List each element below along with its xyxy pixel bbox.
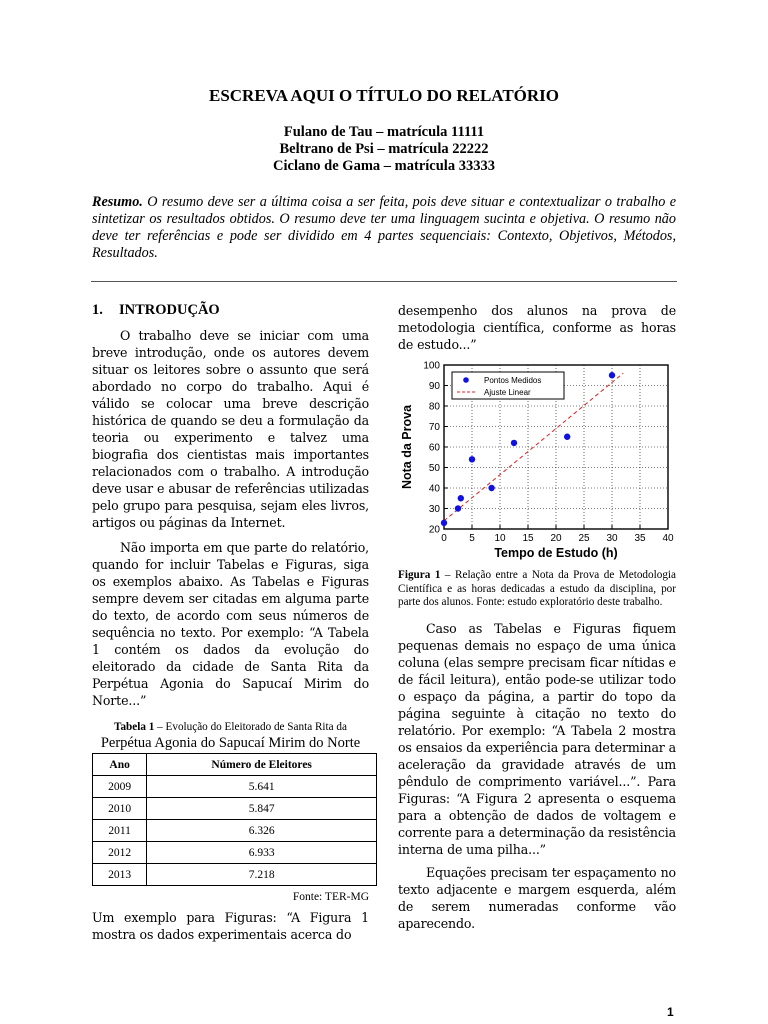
intro-paragraph-1: O trabalho deve se iniciar com uma breve introdução, onde os autores devem situar os leitores sobre o assunto que será abordado no corpo do trabalho. Aqui é válido se colocar uma breve descrição histórica de quando se deu a formulação da teoria ou experimento e talvez uma biografia dos cientistas mais importantes relacionados com o trabalho. A introdução deve usar e abusar de referências utilizadas pelo grupo para pesquisa, sejam eles livros, artigos ou páginas da Internet. [92,328,369,530]
table-source: Fonte: TER-MG [292,891,369,903]
data-point [488,485,494,491]
table-cell-voters: 6.933 [147,842,377,864]
table-row [93,864,377,886]
table-cell-voters: 6.326 [147,820,377,842]
figure-caption-text: – Relação entre a Nota da Prova de Metodologia Científica e as horas dedicadas a estudo da disciplina, por parte dos alunos. Fonte: estudo exploratório deste trabalho. [398,569,676,608]
table-caption-text: – Evolução do Eleitorado de Santa Rita da [154,721,347,733]
data-point [564,434,570,440]
table-header-year: Ano [93,754,147,776]
table-cell-voters: 7.218 [147,864,377,886]
report-title: ESCREVA AQUI O TÍTULO DO RELATÓRIO [208,86,559,105]
x-tick-label: 25 [578,533,590,544]
table-cell-voters: 5.847 [147,798,377,820]
scatter-chart [398,359,676,567]
electorate-table [92,753,377,886]
x-tick-label: 15 [522,533,534,544]
table-row [93,776,377,798]
y-tick-label: 60 [428,442,440,454]
x-tick-label: 5 [469,533,475,544]
data-point [458,495,464,501]
table-cell-voters: 5.641 [147,776,377,798]
x-tick-label: 20 [550,533,562,544]
section-number: 1. [92,302,103,318]
table-cell-year: 2010 [93,798,147,820]
y-tick-label: 40 [428,483,440,495]
table-row [93,798,377,820]
y-axis-title: Nota da Prova [400,404,414,490]
intro-paragraph-2: Não importa em que parte do relatório, quando for incluir Tabelas e Figuras, siga os exemplos abaixo. As Tabelas e Figuras sempre devem ser citadas em alguma parte do texto, de acordo com seus números de sequência no texto. Por exemplo: “A Tabela 1 contém os dados da evolução do eleitorado da cidade de Santa Rita da Perpétua Agonia do Sapucaí Mirim do Norte...” [92,540,369,708]
section-heading [92,302,369,319]
figure-caption-label: Figura 1 [398,569,441,581]
legend-label: Ajuste Linear [484,388,531,397]
table-header-voters: Número de Eleitores [147,754,377,776]
section-title: INTRODUÇÃO [119,302,220,318]
right-column [398,302,676,932]
table-header-row [93,754,377,776]
data-point [469,456,475,462]
legend-label: Pontos Medidos [484,376,542,385]
x-tick-label: 10 [494,533,506,544]
x-tick-label: 30 [606,533,618,544]
x-tick-label: 0 [441,533,447,544]
data-point [511,440,517,446]
author-1: Fulano de Tau – matrícula 11111 [283,124,485,140]
left-column [92,302,369,943]
table-caption-label: Tabela 1 [114,721,155,733]
intro-paragraph-3: Um exemplo para Figuras: “A Figura 1 mostra os dados experimentais acerca do [92,910,369,942]
author-list [0,124,768,175]
data-point [609,372,615,378]
x-tick-label: 35 [634,533,646,544]
intro-paragraph-5: Equações precisam ter espaçamento no texto adjacente e margem esquerda, além de serem numeradas conforme vão aparecendo. [398,864,676,931]
figure-caption [398,569,676,610]
abstract-divider [91,281,677,282]
abstract [92,194,676,262]
x-axis-title: Tempo de Estudo (h) [494,546,618,560]
table-cell-year: 2013 [93,864,147,886]
table-cell-year: 2011 [93,820,147,842]
data-point [441,520,447,526]
intro-paragraph-3-continued: desempenho dos alunos na prova de metodologia científica, conforme as horas de estudo...” [398,303,676,352]
author-2: Beltrano de Psi – matrícula 22222 [279,141,489,157]
x-tick-label: 40 [662,533,674,544]
y-tick-label: 90 [428,381,440,392]
table-cell-year: 2012 [93,842,147,864]
data-point [455,505,461,511]
y-tick-label: 30 [428,504,440,515]
author-3: Ciclano de Gama – matrícula 33333 [273,158,495,174]
table-row [93,820,377,842]
abstract-label: Resumo. [92,194,143,210]
table-cell-year: 2009 [93,776,147,798]
table-row [93,842,377,864]
table-caption [92,719,369,752]
y-tick-label: 80 [428,401,440,413]
legend-marker-points [463,377,469,383]
chart-legend [452,372,564,399]
y-tick-label: 70 [428,422,440,433]
y-tick-label: 20 [428,524,440,536]
y-tick-label: 100 [423,360,440,372]
abstract-text: O resumo deve ser a última coisa a ser feita, pois deve situar e contextualizar o trabalho e sintetizar os resultados obtidos. O resumo deve ter uma linguagem sucinta e objetiva. O resumo não deve ter referências e pode ser dividido em 4 partes sequenciais: Contexto, Objetivos, Métodos, Resultados. [92,194,676,261]
page-number: 1 [667,1005,674,1019]
table-caption-text-2: Perpétua Agonia do Sapucaí Mirim do Norte [100,735,361,751]
y-tick-label: 50 [428,463,440,474]
intro-paragraph-4: Caso as Tabelas e Figuras fiquem pequenas demais no espaço de uma única coluna (elas sempre precisam ficar nítidas e de fácil leitura), então pode-se utilizar todo o espaço da página, a partir do topo da página seguinte à citação no texto do relatório. Por exemplo: “A Tabela 2 mostra os ensaios da experiência para determinar a aceleração da gravidade através de um pêndulo de comprimento variável...”. Para Figuras: “A Figura 2 apresenta o esquema para a obtenção de dados de voltagem e corrente para a determinação da resistência interna de uma pilha...” [398,620,676,857]
